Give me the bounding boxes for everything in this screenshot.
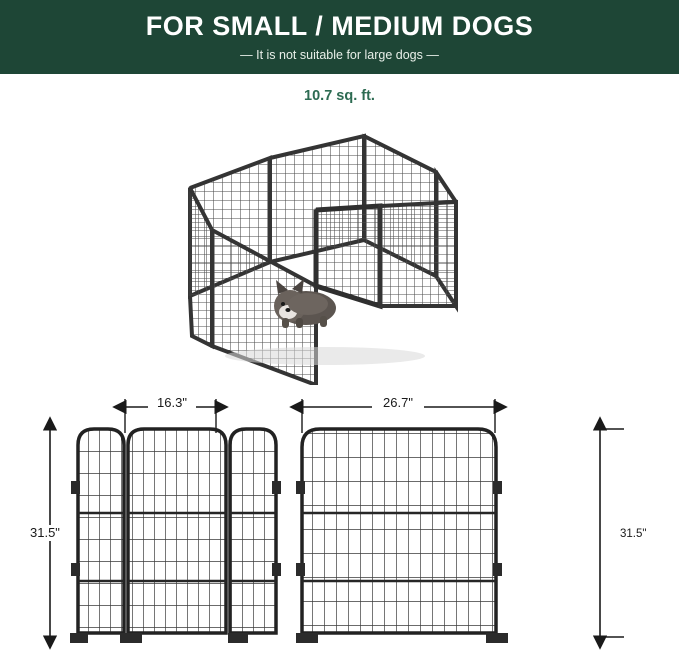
panel-front-right	[380, 202, 456, 306]
header-banner	[0, 0, 679, 74]
page-title: FOR SMALL / MEDIUM DOGS	[145, 10, 534, 41]
area-label: 10.7 sq. ft.	[304, 88, 375, 104]
foot-icon	[228, 633, 248, 643]
hinge-icon	[272, 481, 281, 494]
panel-wide-left	[120, 429, 226, 643]
panel-group-right	[296, 429, 508, 643]
hinge-icon	[296, 481, 305, 494]
label-height-right: 31.5"	[620, 528, 647, 540]
hinge-icon	[493, 481, 502, 494]
label-height-left: 31.5"	[30, 525, 60, 540]
ground-shadow	[225, 347, 425, 365]
page-subtitle: — It is not suitable for large dogs —	[240, 48, 439, 63]
panel-narrow-a	[70, 429, 124, 643]
hinge-icon	[71, 563, 80, 576]
panel-narrow-b	[228, 429, 281, 643]
foot-icon	[120, 633, 142, 643]
dimension-drawing	[0, 385, 679, 657]
playpen-photo	[150, 110, 530, 385]
panel-group-left	[70, 429, 281, 643]
hinge-icon	[272, 563, 281, 576]
foot-icon	[486, 633, 508, 643]
foot-icon	[296, 633, 318, 643]
foot-icon	[70, 633, 88, 643]
hinge-icon	[71, 481, 80, 494]
hinge-icon	[296, 563, 305, 576]
dimension-height-left	[30, 429, 72, 637]
panel-door	[316, 206, 380, 306]
hinge-icon	[493, 563, 502, 576]
dimension-height-right	[594, 429, 662, 637]
label-large-width: 26.7"	[383, 395, 413, 410]
playpen-illustration	[150, 110, 530, 385]
label-small-width: 16.3"	[157, 395, 187, 410]
